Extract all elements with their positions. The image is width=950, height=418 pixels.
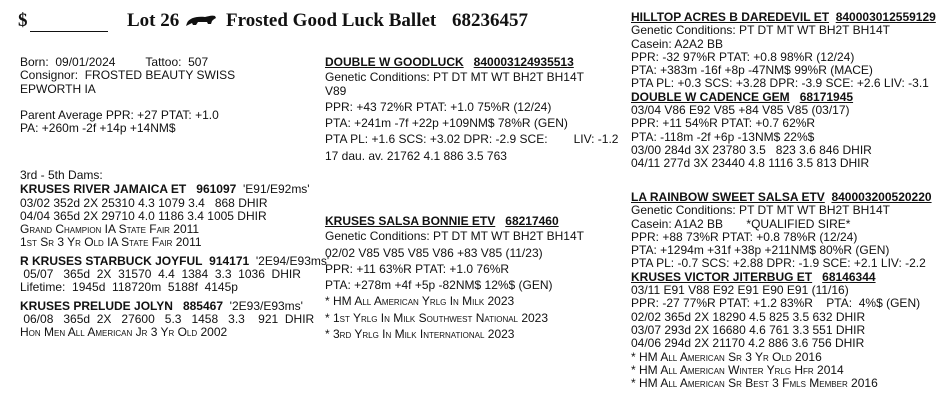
consignor-label: Consignor: xyxy=(20,68,79,83)
dam2-record: 05/07 365d 2X 31570 4.4 1384 3.3 1036 DHIR xyxy=(20,267,301,282)
dam2-reg: 914171 xyxy=(209,253,250,268)
dam-genetic: Genetic Conditions: PT DT MT WT BH2T BH14T xyxy=(325,229,584,244)
sire-pta-pl: PTA PL: +1.6 SCS: +3.02 DPR: -2.9 SCE: xyxy=(325,132,548,147)
granddam-dam-award: * HM All American Sr 3 Yr Old 2016 xyxy=(631,349,822,364)
grandsire-dam-line: Genetic Conditions: PT DT MT WT BH2T BH14T xyxy=(631,203,890,218)
tattoo-label: Tattoo: xyxy=(145,55,182,69)
sire-genetic-2: V89 xyxy=(325,83,347,98)
parent-average-ppr: Parent Average PPR: +27 PTAT: +1.0 xyxy=(20,107,219,122)
grandsire-dam-line: PPR: +88 73%R PTAT: +0.8 78%R (12/24) xyxy=(631,229,858,244)
granddam-sire-name: DOUBLE W CADENCE GEM xyxy=(631,89,790,104)
sire-liv: LIV: -1.2 xyxy=(573,132,619,147)
dam1-heading xyxy=(20,183,329,196)
granddam-sire-heading xyxy=(631,91,936,104)
price-symbol: $ xyxy=(18,10,28,31)
dam1-name: KRUSES RIVER JAMAICA ET xyxy=(20,182,187,197)
dam2-heading xyxy=(20,255,329,268)
grandsire-sire-line: PTA: +383m -16f +8p -47NM$ 99%R (MACE) xyxy=(631,63,873,78)
dam3-record: 06/08 365d 2X 27600 5.3 1458 3.3 921 DHIR xyxy=(20,311,315,326)
animal-name: Frosted Good Luck Ballet xyxy=(226,10,437,31)
grandsire-dam-line: PTA PL: -0.7 SCS: +2.88 DPR: -1.9 SCE: +2.1 LIV: -2.2 xyxy=(631,256,926,271)
dam-ppr: PPR: +11 63%R PTAT: +1.0 76%R xyxy=(325,261,510,276)
grandsire-sire-heading xyxy=(631,11,936,24)
dam-award: * HM All American Yrlg In Milk 2023 xyxy=(325,294,515,309)
granddam-dam-line: 02/02 365d 2X 18290 4.5 825 3.5 632 DHIR xyxy=(631,309,866,324)
dam3-score: '2E93/E93ms' xyxy=(229,298,303,313)
granddam-dam-line: 03/11 E91 V88 E92 E91 E90 E91 (11/16) xyxy=(631,283,849,298)
grandsire-sire-line: Genetic Conditions: PT DT MT WT BH2T BH14T xyxy=(631,23,890,38)
born-line xyxy=(20,56,235,69)
sire-pta-pl-line xyxy=(325,133,618,146)
grandsire-sire-section xyxy=(631,11,936,171)
granddam-dam-line: 03/07 293d 2X 16680 4.6 761 3.3 551 DHIR xyxy=(631,322,866,337)
parent-average-pa: PA: +260m -2f +14p +14NM$ xyxy=(20,121,176,136)
born-label: Born: xyxy=(20,55,49,69)
grandsire-sire-line: PPR: -32 97%R PTAT: +0.8 98%R (12/24) xyxy=(631,49,855,64)
granddam-dam-name: KRUSES VICTOR JITERBUG ET xyxy=(631,269,813,284)
dams-label: 3rd - 5th Dams: xyxy=(20,168,103,182)
consignor-location: EPWORTH IA xyxy=(20,81,96,96)
consignor-line xyxy=(20,69,235,82)
sire-name: DOUBLE W GOODLUCK xyxy=(325,55,464,69)
grandsire-dam-line: Casein: A1A2 BB *QUALIFIED SIRE* xyxy=(631,216,851,231)
grandsire-dam-line: PTA: +1294m +31f +38p +211NM$ 80%R (GEN) xyxy=(631,243,890,258)
dam1-reg: 961097 xyxy=(196,182,237,197)
granddam-dam-heading xyxy=(631,271,932,284)
animal-info xyxy=(20,56,235,135)
dam-award: * 1st Yrlg In Milk Southwest National 2023 xyxy=(325,310,549,325)
dam1-award: Grand Champion IA State Fair 2011 xyxy=(20,222,200,237)
dams-section xyxy=(20,169,329,340)
sire-ppr: PPR: +43 72%R PTAT: +1.0 75%R (12/24) xyxy=(325,99,552,114)
registration-number: 68236457 xyxy=(452,10,528,31)
dam-pta: PTA: +278m +4f +5p -82NM$ 12%$ (GEN) xyxy=(325,278,553,293)
granddam-dam-line: PPR: -27 77%R PTAT: +1.2 83%R PTA: 4%$ (GEN) xyxy=(631,296,921,311)
grandsire-sire-line: PTA PL: +0.3 SCS: +3.28 DPR: -3.9 SCE: +2.6 LIV: -3.1 xyxy=(631,76,929,91)
lot-number: Lot 26 xyxy=(127,10,180,31)
granddam-dam-award: * HM All American Sr Best 3 Fmls Member 2016 xyxy=(631,376,878,391)
sire-genetic: Genetic Conditions: PT DT MT WT BH2T BH14T xyxy=(325,70,584,85)
cow-icon xyxy=(185,14,217,33)
dam3-name: KRUSES PRELUDE JOLYN xyxy=(20,298,173,313)
grandsire-dam-reg: 840003200520220 xyxy=(831,190,932,204)
dam3-heading xyxy=(20,300,329,313)
granddam-dam-award: * HM All American Winter Yrlg Hfr 2014 xyxy=(631,362,844,377)
sire-heading xyxy=(325,56,618,69)
price-field xyxy=(18,10,108,32)
price-blank-line xyxy=(30,15,108,32)
dam1-award: 1st Sr 3 Yr Old IA State Fair 2011 xyxy=(20,235,202,250)
granddam-sire-line: 04/11 277d 3X 23440 4.8 1116 3.5 813 DHIR xyxy=(631,156,870,171)
sire-daughters: 17 dau. av. 21762 4.1 886 3.5 763 xyxy=(325,148,507,163)
dam-name: KRUSES SALSA BONNIE ETV xyxy=(325,214,496,228)
sire-reg: 840003124935513 xyxy=(473,55,574,69)
granddam-dam-line: 04/06 294d 2X 21170 4.2 886 3.6 756 DHIR xyxy=(631,336,865,351)
dam-award: * 3rd Yrlg In Milk International 2023 xyxy=(325,327,515,342)
grandsire-dam-section xyxy=(631,191,932,390)
tattoo-value: 507 xyxy=(188,55,209,69)
grandsire-dam-name: LA RAINBOW SWEET SALSA ETV xyxy=(631,190,825,204)
dam1-score: 'E91/E92ms' xyxy=(242,182,310,197)
dam1-record: 03/02 352d 2X 25310 4.3 1079 3.4 868 DHIR xyxy=(20,195,268,210)
dam2-lifetime: Lifetime: 1945d 118720m 5188f 4145p xyxy=(20,280,238,295)
grandsire-dam-heading xyxy=(631,191,932,204)
dam-section xyxy=(325,215,584,341)
granddam-sire-line: PPR: +11 54%R PTAT: +0.7 62%R xyxy=(631,116,816,131)
dam3-reg: 885467 xyxy=(182,298,223,313)
granddam-sire-line: 03/00 284d 3X 23780 3.5 823 3.6 846 DHIR xyxy=(631,142,872,157)
grandsire-sire-line: Casein: A2A2 BB xyxy=(631,36,724,51)
sire-pta: PTA: +241m -7f +22p +109NM$ 78%R (GEN) xyxy=(325,116,568,131)
sire-section xyxy=(325,56,618,163)
dam1-record: 04/04 365d 2X 29710 4.0 1186 3.4 1005 DHIR xyxy=(20,208,267,223)
granddam-sire-line: PTA: -118m -2f +6p -13NM$ 22%$ xyxy=(631,129,815,144)
granddam-sire-reg: 68171945 xyxy=(799,89,854,104)
dam2-score: '2E94/E93ms' xyxy=(255,253,330,268)
grandsire-sire-reg: 840003012559129 xyxy=(835,10,936,24)
granddam-sire-line: 03/04 V86 E92 V85 +84 V85 V85 (03/17) xyxy=(631,103,850,118)
dam2-name: R KRUSES STARBUCK JOYFUL xyxy=(20,253,203,268)
dam3-award: Hon Men All American Jr 3 Yr Old 2002 xyxy=(20,325,228,340)
dam-heading xyxy=(325,215,584,228)
born-date: 09/01/2024 xyxy=(55,55,116,69)
dam-classification: 02/02 V85 V85 V85 V86 +83 V85 (11/23) xyxy=(325,245,543,260)
grandsire-sire-name: HILLTOP ACRES B DAREDEVIL ET xyxy=(631,10,830,24)
dam-reg: 68217460 xyxy=(505,214,559,228)
granddam-dam-reg: 68146344 xyxy=(822,269,876,284)
consignor-name: FROSTED BEAUTY SWISS xyxy=(84,68,236,83)
